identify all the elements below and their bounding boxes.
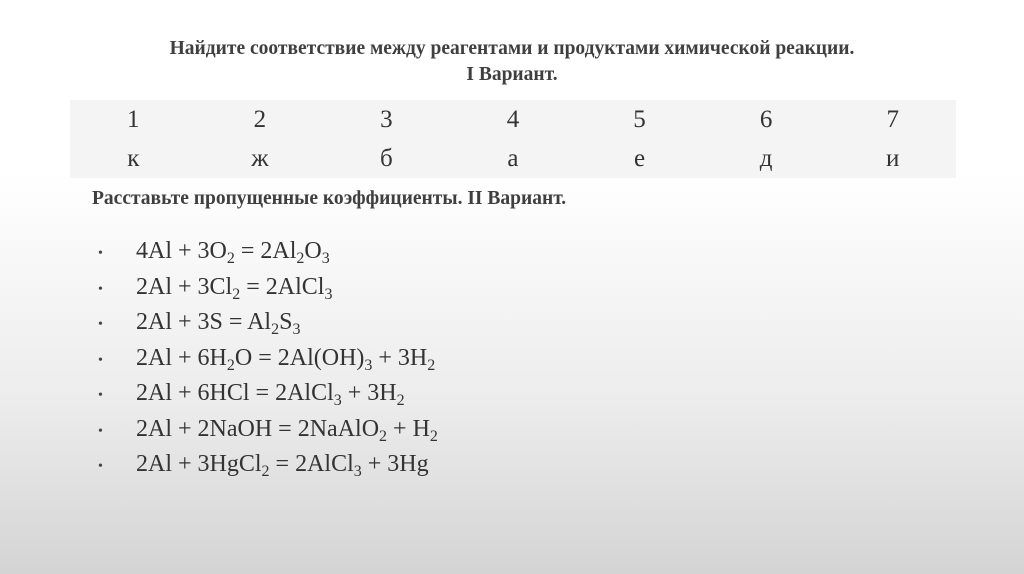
table-cell-letter: е [633, 144, 646, 172]
table-cell-number: 1 [127, 105, 140, 133]
subscript: 3 [364, 356, 373, 374]
subscript: 2 [429, 427, 438, 445]
table-cell-letter: и [885, 144, 900, 172]
equation-text: $2Al + 6H_2O = 2Al(OH)_3 + 3H_2$ [136, 344, 436, 374]
table-cell-letter: к [127, 144, 140, 172]
bullet-icon: • [98, 388, 103, 403]
bullet-icon: • [98, 352, 103, 368]
subscript: 3 [333, 392, 342, 409]
answer-table-numbers-row [70, 100, 956, 139]
subscript: 2 [226, 356, 235, 374]
subscript: 2 [427, 356, 436, 374]
answer-table-letters-row [70, 139, 956, 178]
bullet-icon: • [98, 459, 103, 474]
bullet-icon: • [98, 423, 103, 439]
equation-text: 2Al + 3HgCl$_2$ = 2AlCl$_3$ + 3Hg [136, 451, 429, 480]
subscript: 2 [271, 321, 280, 338]
equation-text: 2Al + 6HCl = 2AlCl$_3$ + $3H_2$ [136, 380, 405, 409]
subtitle: Расставьте пропущенные коэффициенты. II Вариант. [92, 188, 567, 209]
table-cell-letter: ж [251, 144, 269, 172]
equation-text: $4Al + 3O_2 = 2Al_2O_3$ [136, 238, 330, 267]
bullet-icon: • [98, 246, 103, 261]
slide-title [0, 36, 1024, 88]
table-cell-number: 7 [886, 105, 899, 133]
table-cell-number: 4 [506, 105, 520, 133]
subscript: 2 [226, 250, 235, 267]
table-cell-number: 3 [380, 105, 393, 133]
table-cell-letter: б [380, 144, 393, 172]
subscript: 2 [296, 250, 305, 267]
title-line-2: I Вариант. [466, 64, 558, 85]
bullet-icon: • [98, 317, 103, 332]
table-cell-number: 6 [759, 105, 773, 133]
answer-table [70, 100, 956, 178]
subscript: 3 [324, 285, 333, 303]
equation-text: $2Al + 3S = Al_2S_3$ [136, 309, 301, 338]
table-cell-letter: а [507, 144, 519, 172]
subscript: 3 [292, 321, 301, 338]
equation-text: $2Al + 3Cl_2$ = 2AlCl$_3$ [136, 273, 333, 303]
table-cell-letter: д [759, 144, 773, 172]
table-cell-number: 2 [253, 105, 267, 133]
subscript: 3 [353, 463, 362, 480]
subscript: 2 [379, 427, 388, 445]
table-cell-number: 5 [633, 105, 646, 133]
subscript: 2 [261, 463, 270, 480]
subscript: 2 [232, 285, 241, 303]
bullet-icon: • [98, 281, 103, 297]
subscript: 3 [321, 250, 330, 267]
title-line-1: Найдите соответствие между реагентами и продуктами химической реакции. [169, 38, 855, 59]
equation-text: 2Al + 2NaOH = 2NaAlO$_2$ + $H_2$ [136, 415, 438, 445]
subscript: 2 [396, 392, 405, 409]
